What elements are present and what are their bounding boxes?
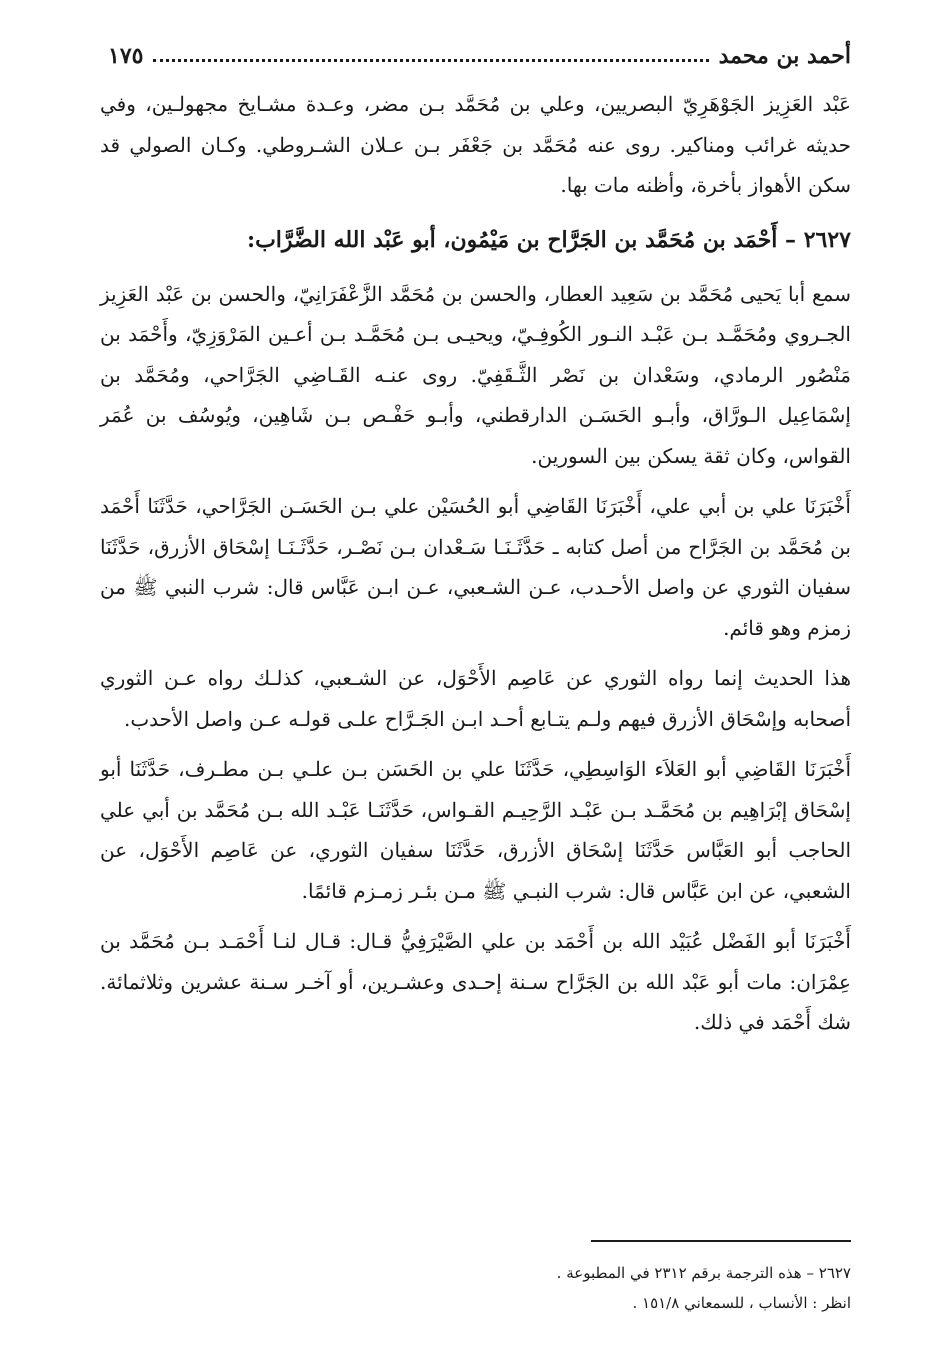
header-dot-leader — [153, 59, 708, 62]
footnote-1: ٢٦٢٧ – هذه الترجمة برقم ٢٣١٢ في المطبوعة . — [556, 1264, 851, 1282]
running-header — [108, 38, 851, 74]
biography-paragraph: سمع أبا يَحيى مُحَمَّد بن سَعِيد العطار، والحسن بن مُحَمَّد الزَّعْفَرَانِيّ، والحسن بن عَبْد العَزِيز الجـروي ومُحَمَّـد بـن عَبْـد النـور الكُوفِـيّ، ويحيـى بـن مُحَمَّـد بـن أعـين المَرْوَزِيّ، وأَحْمَد بن مَنْصُور الرمادي، وسَعْدان بن نَصْر الثَّـقَفِيّ. روى عنـه القَـاضِي الجَرَّاحي، ومُحَمَّد بن إسْمَاعِيل الـورَّاق، وأبـو الحَسَـن الدارقطني، وأبـو حَفْـص بـن شَاهِين، ويُوسُف بن عُمَر القواس، وكان ثقة يسكن بين السورين. — [100, 281, 851, 468]
hadith-paragraph-1: أَخْبَرَنَا علي بن أبي علي، أَخْبَرَنَا القَاضِي أبو الحُسَيْن علي بـن الحَسَـن الجَرَّاحي، حَدَّثَنَا أَحْمَد بن مُحَمَّد بن الجَرَّاح من أصل كتابه ـ حَدَّثَـنَـا سَـعْدان بـن نَصْـر، حَدَّثَـنَـا إسْحَاق الأزرق، حَدَّثَنَا سفيان الثوري عن واصل الأحـدب، عـن الشـعبي، عـن ابـن عَبَّاس قال: شرب النبي ﷺ من زمزم وهو قائم. — [100, 494, 852, 640]
entry-heading: ٢٦٢٧ – أَحْمَد بن مُحَمَّد بن الجَرَّاح بن مَيْمُون، أبو عَبْد الله الضَّرَّاب: — [246, 226, 851, 253]
footnotes — [100, 1258, 851, 1318]
footnote-2: انظر : الأنساب ، للسمعاني ١٥١/٨ . — [632, 1294, 851, 1312]
page-number: ١٧٥ — [108, 43, 144, 69]
footnote-divider — [591, 1240, 851, 1242]
page-body — [100, 84, 851, 1043]
death-date-paragraph: أَخْبَرَنَا أبو الفَضْل عُبَيْد الله بن أَحْمَد بن علي الصَّيْرَفِيُّ قـال: قـال لنـا أَحْمَـد بـن مُحَمَّد بن عِمْرَان: مات أبو عَبْد الله بن الجَرَّاح سـنة إحـدى وعشـرين، أو آخـر سـنة عشرين وثلاثمائة. شك أَحْمَد في ذلك. — [100, 929, 851, 1034]
header-title: أحمد بن محمد — [718, 43, 851, 69]
hadith-paragraph-2: أَخْبَرَنَا القَاضِي أبو العَلاَء الوَاسِطِي، حَدَّثَنَا علي بن الحَسَن بـن علـي بـن مطـرف، حَدَّثَنَا أبو إسْحَاق إبْرَاهِيم بن مُحَمَّـد بـن عَبْـد الرَّحِيـم القـواس، حَدَّثَنَـا عَبْـد الله بـن مُحَمَّد بن أبي علي الحاجب أبو العَبَّاس حَدَّثَنَا إسْحَاق الأزرق، حَدَّثَنَا سفيان الثوري، عن عَاصِم الأَحْوَل، عن الشعبي، عن ابن عَبَّاس قال: شرب النبـي ﷺ مـن بئـر زمـزم قائمًا. — [100, 757, 851, 903]
commentary-paragraph: هذا الحديث إنما رواه الثوري عن عَاصِم الأَحْوَل، عن الشـعبي، كذلـك رواه عـن الثوري أصحابه وإسْحَاق الأزرق فيهم ولـم يتـابع أحـد ابـن الجَـرَّاح علـى قولـه عـن واصل الأحدب. — [100, 666, 851, 731]
continued-paragraph: عَبْد العَزِيز الجَوْهَرِيّ البصريين، وعلي بن مُحَمَّد بـن مضر، وعـدة مشـايخ مجهولـين، وفي حديثه غرائب ومناكير. روى عنه مُحَمَّد بن جَعْفَر بـن عـلان الشـروطي. وكـان الصولي قد سكن الأهواز بأخرة، وأظنه مات بها. — [100, 92, 851, 197]
